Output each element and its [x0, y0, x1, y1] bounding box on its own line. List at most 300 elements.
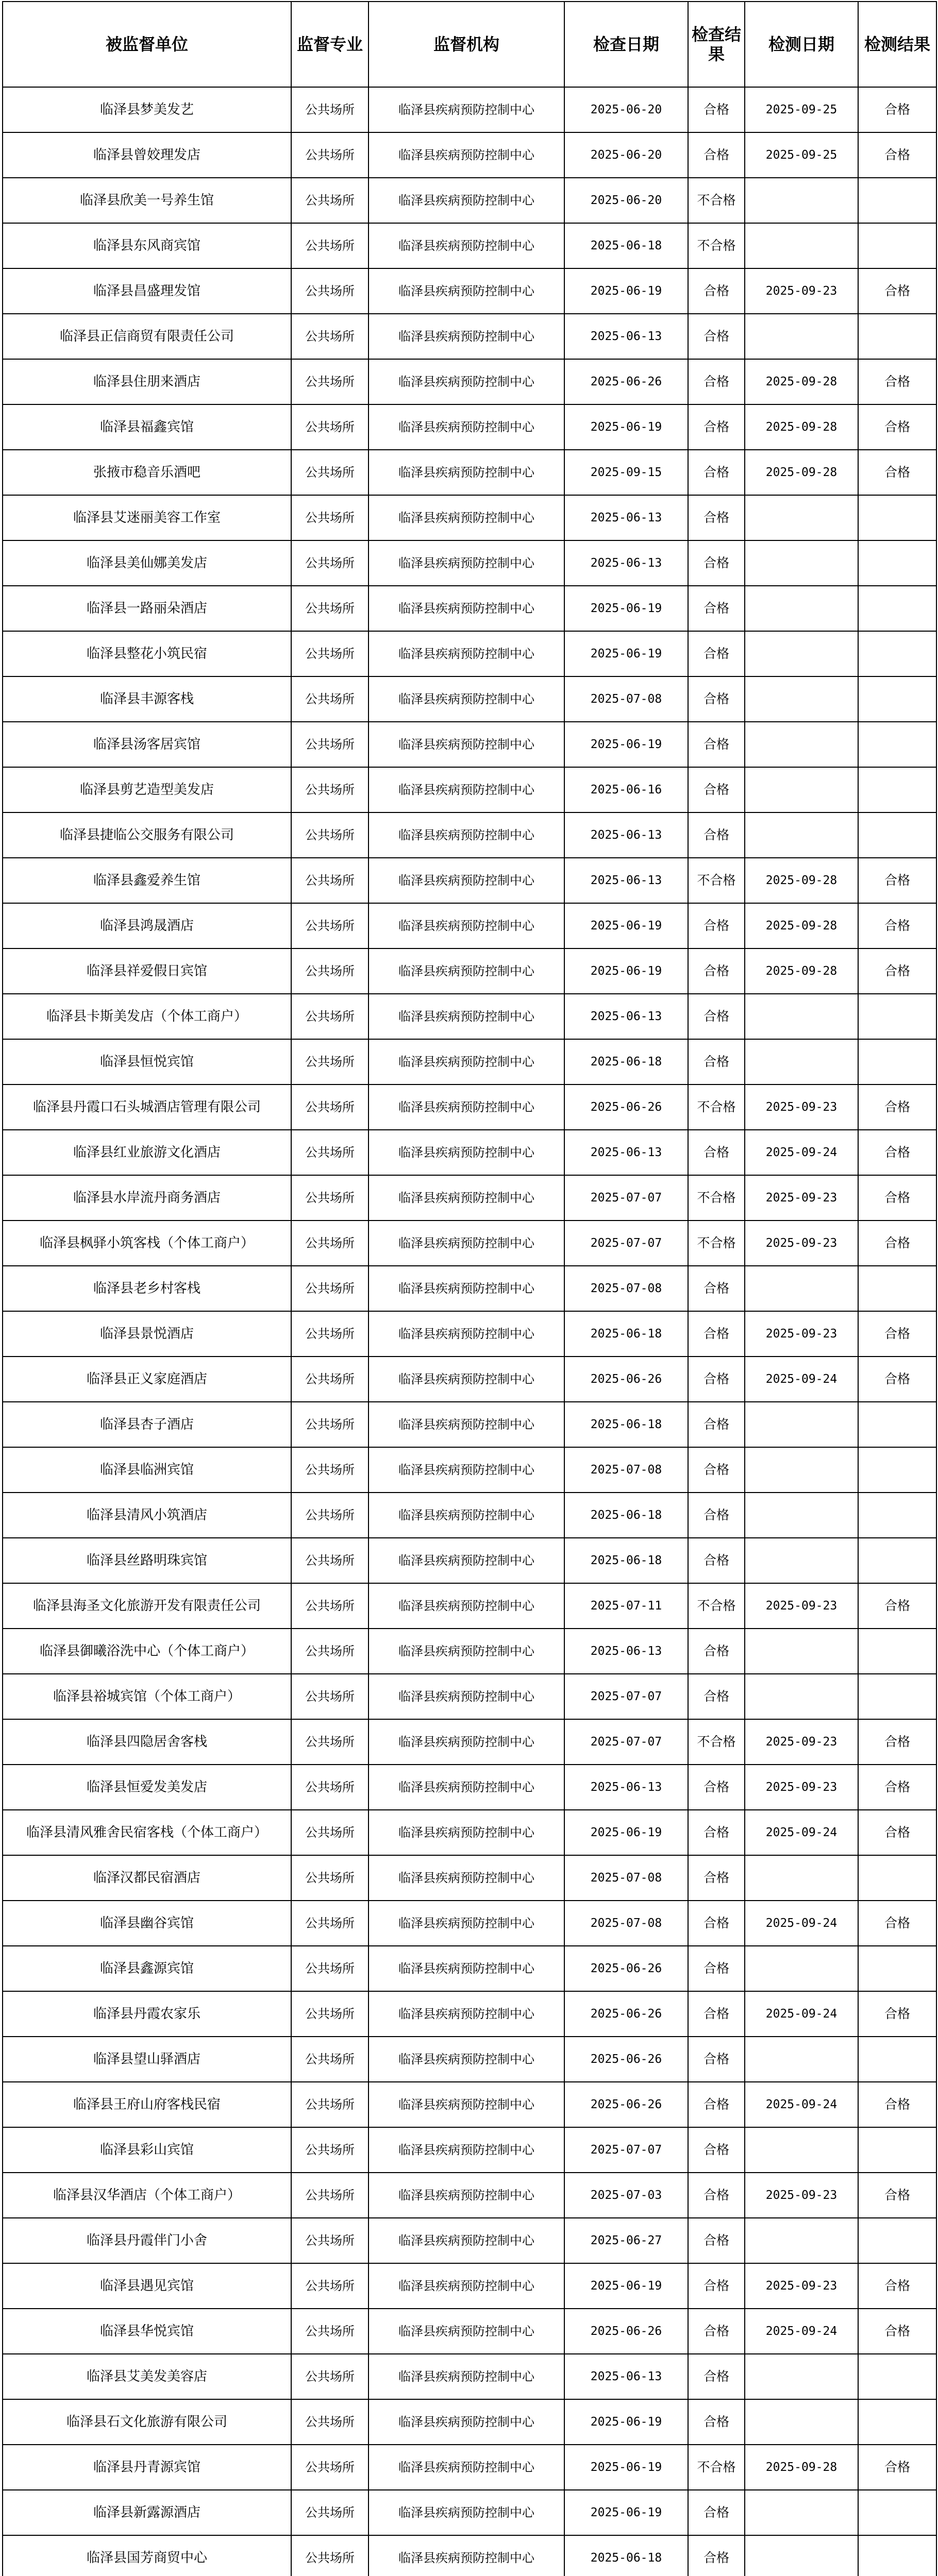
inspection-date-cell: 2025-07-07 — [564, 1221, 688, 1266]
inspection-result-cell: 不合格 — [688, 858, 745, 903]
inspection-date-cell: 2025-06-19 — [564, 903, 688, 948]
test-result-cell — [858, 2535, 936, 2576]
header-supervision-specialty: 监督专业 — [291, 2, 368, 87]
inspection-date-cell: 2025-06-18 — [564, 1493, 688, 1538]
test-result-cell: 合格 — [858, 1583, 936, 1629]
test-date-cell: 2025-09-23 — [745, 1311, 858, 1357]
test-result-cell — [858, 2127, 936, 2173]
test-result-cell: 合格 — [858, 1991, 936, 2037]
supervised-unit-cell: 临泽县正义家庭酒店 — [3, 1357, 291, 1402]
inspection-result-cell: 合格 — [688, 2490, 745, 2535]
table-row — [3, 1357, 936, 1402]
test-date-cell: 2025-09-24 — [745, 1810, 858, 1855]
supervised-unit-cell: 张掖市稳音乐酒吧 — [3, 450, 291, 495]
agency-cell: 临泽县疾病预防控制中心 — [368, 676, 564, 722]
test-result-cell — [858, 2399, 936, 2445]
table-row — [3, 1946, 936, 1991]
supervised-unit-cell: 临泽县幽谷宾馆 — [3, 1901, 291, 1946]
supervised-unit-cell: 临泽县彩山宾馆 — [3, 2127, 291, 2173]
table-row — [3, 631, 936, 676]
supervised-unit-cell: 临泽县住朋来酒店 — [3, 359, 291, 404]
agency-cell: 临泽县疾病预防控制中心 — [368, 858, 564, 903]
supervised-unit-cell: 临泽县艾美发美容店 — [3, 2354, 291, 2399]
inspection-date-cell: 2025-06-13 — [564, 2354, 688, 2399]
test-result-cell — [858, 767, 936, 812]
table-row — [3, 1175, 936, 1221]
supervised-unit-cell: 临泽县恒爱发美发店 — [3, 1765, 291, 1810]
table-row — [3, 2218, 936, 2263]
agency-cell: 临泽县疾病预防控制中心 — [368, 586, 564, 631]
inspection-date-cell: 2025-06-26 — [564, 1357, 688, 1402]
supervised-unit-cell: 临泽县丹霞伴门小舍 — [3, 2218, 291, 2263]
test-date-cell — [745, 767, 858, 812]
inspection-date-cell: 2025-06-26 — [564, 1991, 688, 2037]
table-row — [3, 314, 936, 359]
inspection-result-cell: 合格 — [688, 1311, 745, 1357]
test-result-cell: 合格 — [858, 1084, 936, 1130]
table-row — [3, 1719, 936, 1765]
test-date-cell: 2025-09-23 — [745, 1765, 858, 1810]
test-result-cell: 合格 — [858, 2173, 936, 2218]
supervised-unit-cell: 临泽县欣美一号养生馆 — [3, 178, 291, 223]
agency-cell: 临泽县疾病预防控制中心 — [368, 1719, 564, 1765]
inspection-result-cell: 合格 — [688, 2309, 745, 2354]
test-date-cell: 2025-09-25 — [745, 87, 858, 132]
inspection-date-cell: 2025-06-18 — [564, 223, 688, 268]
agency-cell: 临泽县疾病预防控制中心 — [368, 903, 564, 948]
test-date-cell — [745, 1674, 858, 1719]
header-test-date: 检测日期 — [745, 2, 858, 87]
agency-cell: 临泽县疾病预防控制中心 — [368, 767, 564, 812]
supervised-unit-cell: 临泽县裕城宾馆（个体工商户） — [3, 1674, 291, 1719]
inspection-result-cell: 合格 — [688, 1946, 745, 1991]
supervised-unit-cell: 临泽县清风雅舍民宿客栈（个体工商户） — [3, 1810, 291, 1855]
inspection-date-cell: 2025-06-26 — [564, 1946, 688, 1991]
agency-cell: 临泽县疾病预防控制中心 — [368, 948, 564, 994]
inspection-result-cell: 合格 — [688, 1357, 745, 1402]
test-date-cell: 2025-09-28 — [745, 858, 858, 903]
agency-cell: 临泽县疾病预防控制中心 — [368, 2535, 564, 2576]
specialty-cell: 公共场所 — [291, 586, 368, 631]
test-result-cell — [858, 631, 936, 676]
supervised-unit-cell: 临泽县华悦宾馆 — [3, 2309, 291, 2354]
table-row — [3, 2127, 936, 2173]
table-row — [3, 2490, 936, 2535]
table-row — [3, 2263, 936, 2309]
specialty-cell: 公共场所 — [291, 1357, 368, 1402]
test-result-cell: 合格 — [858, 2263, 936, 2309]
test-result-cell — [858, 1855, 936, 1901]
inspection-result-cell: 合格 — [688, 1266, 745, 1311]
specialty-cell: 公共场所 — [291, 2218, 368, 2263]
agency-cell: 临泽县疾病预防控制中心 — [368, 2082, 564, 2127]
test-result-cell — [858, 1946, 936, 1991]
inspection-result-cell: 合格 — [688, 540, 745, 586]
test-result-cell: 合格 — [858, 1311, 936, 1357]
specialty-cell: 公共场所 — [291, 1538, 368, 1583]
supervised-unit-cell: 临泽县景悦酒店 — [3, 1311, 291, 1357]
inspection-result-cell: 合格 — [688, 450, 745, 495]
test-date-cell: 2025-09-23 — [745, 1084, 858, 1130]
inspection-result-cell: 合格 — [688, 2399, 745, 2445]
specialty-cell: 公共场所 — [291, 676, 368, 722]
inspection-result-cell: 合格 — [688, 994, 745, 1039]
test-date-cell: 2025-09-23 — [745, 1221, 858, 1266]
test-result-cell — [858, 178, 936, 223]
supervised-unit-cell: 临泽县祥爱假日宾馆 — [3, 948, 291, 994]
inspection-result-cell: 合格 — [688, 1447, 745, 1493]
supervised-unit-cell: 临泽县整花小筑民宿 — [3, 631, 291, 676]
inspection-result-cell: 合格 — [688, 586, 745, 631]
supervised-unit-cell: 临泽县杏子酒店 — [3, 1402, 291, 1447]
inspection-result-cell: 合格 — [688, 268, 745, 314]
agency-cell: 临泽县疾病预防控制中心 — [368, 1447, 564, 1493]
test-result-cell — [858, 1039, 936, 1084]
supervised-unit-cell: 临泽县恒悦宾馆 — [3, 1039, 291, 1084]
specialty-cell: 公共场所 — [291, 1130, 368, 1175]
specialty-cell: 公共场所 — [291, 1311, 368, 1357]
specialty-cell: 公共场所 — [291, 1266, 368, 1311]
specialty-cell: 公共场所 — [291, 87, 368, 132]
inspection-result-cell: 合格 — [688, 1901, 745, 1946]
inspection-result-cell: 不合格 — [688, 178, 745, 223]
test-result-cell — [858, 495, 936, 540]
test-result-cell: 合格 — [858, 858, 936, 903]
inspection-result-cell: 不合格 — [688, 1221, 745, 1266]
table-row — [3, 994, 936, 1039]
specialty-cell: 公共场所 — [291, 631, 368, 676]
inspection-date-cell: 2025-06-26 — [564, 2309, 688, 2354]
inspection-date-cell: 2025-06-19 — [564, 722, 688, 767]
inspection-date-cell: 2025-06-26 — [564, 2082, 688, 2127]
supervised-unit-cell: 临泽县昌盛理发馆 — [3, 268, 291, 314]
test-result-cell — [858, 1402, 936, 1447]
table-row — [3, 903, 936, 948]
test-date-cell — [745, 1629, 858, 1674]
test-date-cell — [745, 2535, 858, 2576]
test-result-cell — [858, 2354, 936, 2399]
specialty-cell: 公共场所 — [291, 2173, 368, 2218]
table-body — [3, 87, 936, 2576]
inspection-result-cell: 合格 — [688, 2127, 745, 2173]
specialty-cell: 公共场所 — [291, 1765, 368, 1810]
test-date-cell: 2025-09-24 — [745, 1991, 858, 2037]
table-row — [3, 495, 936, 540]
inspection-date-cell: 2025-06-19 — [564, 948, 688, 994]
inspection-result-cell: 合格 — [688, 1402, 745, 1447]
supervised-unit-cell: 临泽县曾姣理发店 — [3, 132, 291, 178]
agency-cell: 临泽县疾病预防控制中心 — [368, 1266, 564, 1311]
specialty-cell: 公共场所 — [291, 2309, 368, 2354]
agency-cell: 临泽县疾病预防控制中心 — [368, 2490, 564, 2535]
specialty-cell: 公共场所 — [291, 2535, 368, 2576]
test-date-cell — [745, 2399, 858, 2445]
table-header-row — [3, 2, 936, 87]
inspection-date-cell: 2025-06-18 — [564, 1311, 688, 1357]
test-result-cell: 合格 — [858, 2082, 936, 2127]
agency-cell: 临泽县疾病预防控制中心 — [368, 631, 564, 676]
table-row — [3, 1130, 936, 1175]
inspection-date-cell: 2025-06-19 — [564, 2490, 688, 2535]
specialty-cell: 公共场所 — [291, 2354, 368, 2399]
test-result-cell: 合格 — [858, 1765, 936, 1810]
test-date-cell — [745, 1039, 858, 1084]
table-row — [3, 2082, 936, 2127]
specialty-cell: 公共场所 — [291, 2037, 368, 2082]
agency-cell: 临泽县疾病预防控制中心 — [368, 2399, 564, 2445]
test-date-cell: 2025-09-28 — [745, 359, 858, 404]
agency-cell: 临泽县疾病预防控制中心 — [368, 1084, 564, 1130]
test-date-cell: 2025-09-23 — [745, 1175, 858, 1221]
inspection-date-cell: 2025-07-07 — [564, 1175, 688, 1221]
table-row — [3, 1221, 936, 1266]
inspection-date-cell: 2025-07-07 — [564, 1674, 688, 1719]
supervised-unit-cell: 临泽县丰源客栈 — [3, 676, 291, 722]
table-row — [3, 812, 936, 858]
test-result-cell: 合格 — [858, 404, 936, 450]
test-date-cell — [745, 1855, 858, 1901]
table-row — [3, 858, 936, 903]
test-date-cell — [745, 631, 858, 676]
inspection-date-cell: 2025-07-07 — [564, 1719, 688, 1765]
inspection-result-cell: 合格 — [688, 1538, 745, 1583]
specialty-cell: 公共场所 — [291, 1674, 368, 1719]
test-date-cell — [745, 722, 858, 767]
specialty-cell: 公共场所 — [291, 812, 368, 858]
test-result-cell — [858, 2490, 936, 2535]
test-result-cell: 合格 — [858, 1810, 936, 1855]
table-row — [3, 87, 936, 132]
table-row — [3, 1855, 936, 1901]
inspection-result-cell: 合格 — [688, 676, 745, 722]
inspection-date-cell: 2025-06-19 — [564, 586, 688, 631]
table-row — [3, 1674, 936, 1719]
inspection-date-cell: 2025-06-13 — [564, 314, 688, 359]
inspection-result-cell: 合格 — [688, 2037, 745, 2082]
test-date-cell: 2025-09-24 — [745, 1901, 858, 1946]
inspection-result-cell: 合格 — [688, 1130, 745, 1175]
test-date-cell — [745, 495, 858, 540]
test-date-cell — [745, 994, 858, 1039]
table-row — [3, 1493, 936, 1538]
specialty-cell: 公共场所 — [291, 1629, 368, 1674]
test-result-cell: 合格 — [858, 87, 936, 132]
inspection-date-cell: 2025-06-18 — [564, 1538, 688, 1583]
inspection-result-cell: 合格 — [688, 314, 745, 359]
table-row — [3, 2173, 936, 2218]
supervised-unit-cell: 临泽县望山驿酒店 — [3, 2037, 291, 2082]
inspection-date-cell: 2025-06-26 — [564, 359, 688, 404]
agency-cell: 临泽县疾病预防控制中心 — [368, 2173, 564, 2218]
supervised-unit-cell: 临泽县石文化旅游有限公司 — [3, 2399, 291, 2445]
supervised-unit-cell: 临泽县丹青源宾馆 — [3, 2445, 291, 2490]
test-result-cell — [858, 314, 936, 359]
inspection-date-cell: 2025-06-20 — [564, 178, 688, 223]
header-test-result: 检测结果 — [858, 2, 936, 87]
supervised-unit-cell: 临泽县卡斯美发店（个体工商户） — [3, 994, 291, 1039]
specialty-cell: 公共场所 — [291, 858, 368, 903]
table-row — [3, 2399, 936, 2445]
inspection-date-cell: 2025-07-03 — [564, 2173, 688, 2218]
specialty-cell: 公共场所 — [291, 1946, 368, 1991]
table-row — [3, 1765, 936, 1810]
supervised-unit-cell: 临泽县一路丽朵酒店 — [3, 586, 291, 631]
inspection-date-cell: 2025-07-08 — [564, 1901, 688, 1946]
supervised-unit-cell: 临泽县汉华酒店（个体工商户） — [3, 2173, 291, 2218]
specialty-cell: 公共场所 — [291, 2399, 368, 2445]
agency-cell: 临泽县疾病预防控制中心 — [368, 994, 564, 1039]
supervised-unit-cell: 临泽县遇见宾馆 — [3, 2263, 291, 2309]
table-row — [3, 268, 936, 314]
test-result-cell — [858, 586, 936, 631]
inspection-result-cell: 不合格 — [688, 1175, 745, 1221]
inspection-result-cell: 合格 — [688, 359, 745, 404]
inspection-result-cell: 合格 — [688, 2173, 745, 2218]
agency-cell: 临泽县疾病预防控制中心 — [368, 1991, 564, 2037]
test-result-cell: 合格 — [858, 1130, 936, 1175]
agency-cell: 临泽县疾病预防控制中心 — [368, 2354, 564, 2399]
supervised-unit-cell: 临泽县捷临公交服务有限公司 — [3, 812, 291, 858]
inspection-date-cell: 2025-07-08 — [564, 1447, 688, 1493]
supervised-unit-cell: 临泽县王府山府客栈民宿 — [3, 2082, 291, 2127]
agency-cell: 临泽县疾病预防控制中心 — [368, 1946, 564, 1991]
inspection-result-cell: 不合格 — [688, 2445, 745, 2490]
inspection-result-cell: 合格 — [688, 1493, 745, 1538]
specialty-cell: 公共场所 — [291, 1084, 368, 1130]
agency-cell: 临泽县疾病预防控制中心 — [368, 1855, 564, 1901]
test-date-cell — [745, 2218, 858, 2263]
inspection-result-cell: 合格 — [688, 404, 745, 450]
agency-cell: 临泽县疾病预防控制中心 — [368, 1674, 564, 1719]
test-date-cell — [745, 2490, 858, 2535]
inspection-date-cell: 2025-06-13 — [564, 812, 688, 858]
inspection-result-cell: 合格 — [688, 1039, 745, 1084]
test-result-cell: 合格 — [858, 948, 936, 994]
specialty-cell: 公共场所 — [291, 223, 368, 268]
inspection-date-cell: 2025-06-18 — [564, 2535, 688, 2576]
inspection-result-cell: 合格 — [688, 2218, 745, 2263]
inspection-date-cell: 2025-06-19 — [564, 2399, 688, 2445]
test-result-cell: 合格 — [858, 1901, 936, 1946]
table-row — [3, 1084, 936, 1130]
test-date-cell — [745, 812, 858, 858]
inspection-result-cell: 合格 — [688, 631, 745, 676]
test-result-cell — [858, 722, 936, 767]
test-date-cell: 2025-09-23 — [745, 2173, 858, 2218]
inspection-date-cell: 2025-06-19 — [564, 1810, 688, 1855]
test-date-cell: 2025-09-23 — [745, 1583, 858, 1629]
specialty-cell: 公共场所 — [291, 314, 368, 359]
test-date-cell: 2025-09-23 — [745, 1719, 858, 1765]
test-result-cell: 合格 — [858, 1221, 936, 1266]
table-row — [3, 1311, 936, 1357]
agency-cell: 临泽县疾病预防控制中心 — [368, 540, 564, 586]
agency-cell: 临泽县疾病预防控制中心 — [368, 2037, 564, 2082]
inspection-date-cell: 2025-06-19 — [564, 631, 688, 676]
inspection-result-cell: 合格 — [688, 1765, 745, 1810]
table-row — [3, 2037, 936, 2082]
inspection-date-cell: 2025-07-07 — [564, 2127, 688, 2173]
supervised-unit-cell: 临泽县水岸流丹商务酒店 — [3, 1175, 291, 1221]
test-date-cell: 2025-09-28 — [745, 404, 858, 450]
agency-cell: 临泽县疾病预防控制中心 — [368, 1538, 564, 1583]
inspection-date-cell: 2025-06-13 — [564, 495, 688, 540]
test-date-cell — [745, 2354, 858, 2399]
table-row — [3, 178, 936, 223]
table-row — [3, 1629, 936, 1674]
inspection-result-cell: 不合格 — [688, 1719, 745, 1765]
inspection-date-cell: 2025-07-11 — [564, 1583, 688, 1629]
inspection-result-cell: 合格 — [688, 87, 745, 132]
inspection-date-cell: 2025-07-08 — [564, 676, 688, 722]
inspection-result-cell: 合格 — [688, 495, 745, 540]
table-row — [3, 1583, 936, 1629]
inspection-result-cell: 不合格 — [688, 1583, 745, 1629]
specialty-cell: 公共场所 — [291, 1221, 368, 1266]
supervised-unit-cell: 临泽县老乡村客栈 — [3, 1266, 291, 1311]
agency-cell: 临泽县疾病预防控制中心 — [368, 722, 564, 767]
table-row — [3, 586, 936, 631]
specialty-cell: 公共场所 — [291, 2490, 368, 2535]
inspection-result-cell: 合格 — [688, 132, 745, 178]
specialty-cell: 公共场所 — [291, 1855, 368, 1901]
specialty-cell: 公共场所 — [291, 903, 368, 948]
inspection-date-cell: 2025-06-20 — [564, 132, 688, 178]
table-row — [3, 540, 936, 586]
header-inspection-date: 检查日期 — [564, 2, 688, 87]
table-row — [3, 450, 936, 495]
agency-cell: 临泽县疾病预防控制中心 — [368, 223, 564, 268]
agency-cell: 临泽县疾病预防控制中心 — [368, 450, 564, 495]
specialty-cell: 公共场所 — [291, 1447, 368, 1493]
test-date-cell — [745, 1946, 858, 1991]
inspection-result-cell: 合格 — [688, 2535, 745, 2576]
agency-cell: 临泽县疾病预防控制中心 — [368, 87, 564, 132]
inspection-result-cell: 合格 — [688, 1855, 745, 1901]
inspection-date-cell: 2025-06-19 — [564, 404, 688, 450]
supervised-unit-cell: 临泽县临洲宾馆 — [3, 1447, 291, 1493]
agency-cell: 临泽县疾病预防控制中心 — [368, 2263, 564, 2309]
table-row — [3, 2445, 936, 2490]
supervised-unit-cell: 临泽县御曦浴洗中心（个体工商户） — [3, 1629, 291, 1674]
test-date-cell — [745, 223, 858, 268]
agency-cell: 临泽县疾病预防控制中心 — [368, 359, 564, 404]
supervised-unit-cell: 临泽县剪艺造型美发店 — [3, 767, 291, 812]
test-date-cell — [745, 178, 858, 223]
agency-cell: 临泽县疾病预防控制中心 — [368, 812, 564, 858]
agency-cell: 临泽县疾病预防控制中心 — [368, 314, 564, 359]
supervised-unit-cell: 临泽县正信商贸有限责任公司 — [3, 314, 291, 359]
inspection-date-cell: 2025-06-20 — [564, 87, 688, 132]
supervised-unit-cell: 临泽县鑫源宾馆 — [3, 1946, 291, 1991]
specialty-cell: 公共场所 — [291, 994, 368, 1039]
supervised-unit-cell: 临泽县海圣文化旅游开发有限责任公司 — [3, 1583, 291, 1629]
inspection-date-cell: 2025-07-08 — [564, 1855, 688, 1901]
agency-cell: 临泽县疾病预防控制中心 — [368, 178, 564, 223]
inspection-result-cell: 合格 — [688, 2354, 745, 2399]
specialty-cell: 公共场所 — [291, 359, 368, 404]
test-date-cell — [745, 1538, 858, 1583]
inspection-date-cell: 2025-06-13 — [564, 1130, 688, 1175]
agency-cell: 临泽县疾病预防控制中心 — [368, 268, 564, 314]
test-result-cell — [858, 1674, 936, 1719]
test-result-cell — [858, 1266, 936, 1311]
test-result-cell: 合格 — [858, 450, 936, 495]
inspection-date-cell: 2025-06-18 — [564, 1039, 688, 1084]
test-date-cell — [745, 2127, 858, 2173]
test-date-cell: 2025-09-24 — [745, 2309, 858, 2354]
test-result-cell: 合格 — [858, 268, 936, 314]
